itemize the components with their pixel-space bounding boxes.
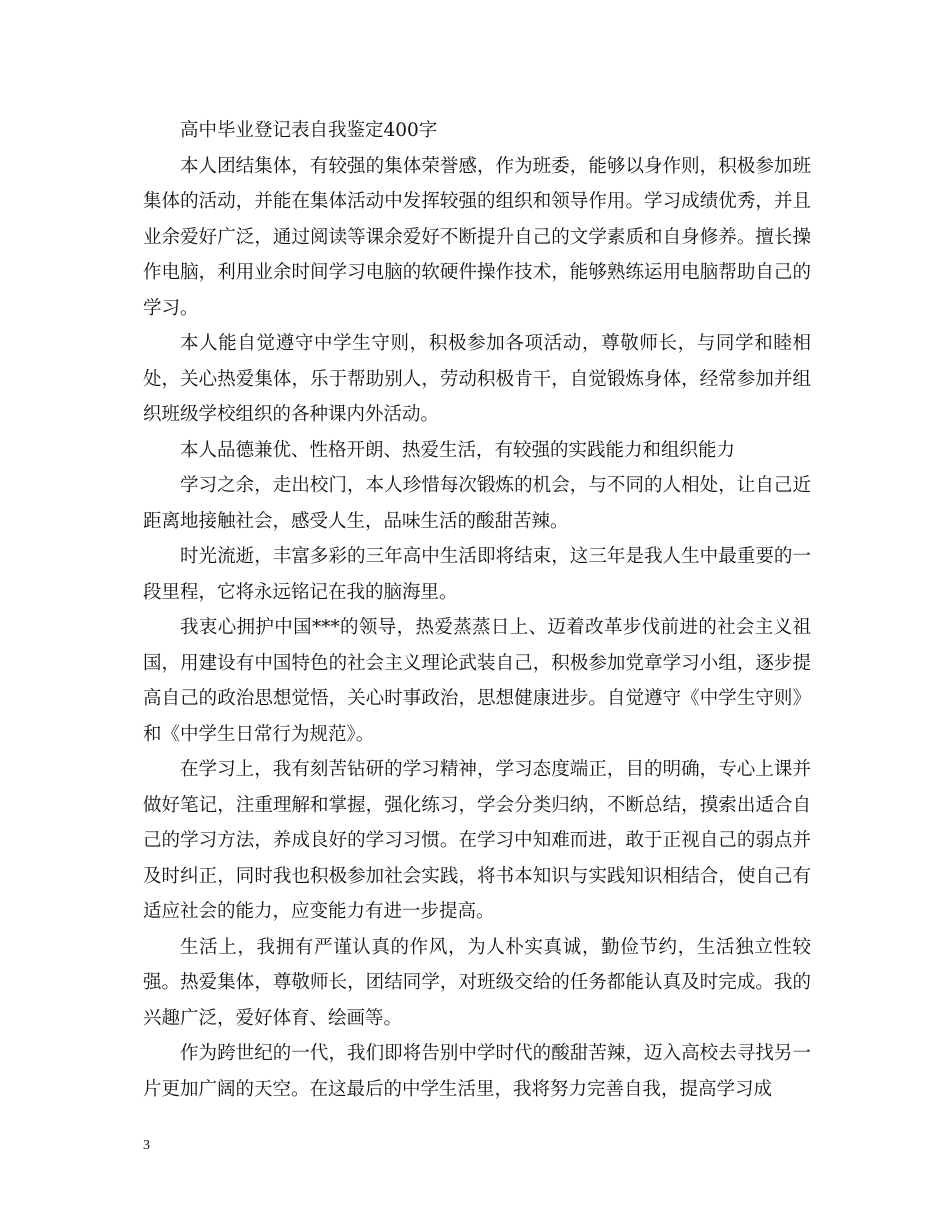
page-number: 3 (143, 1138, 150, 1153)
paragraph: 学习之余，走出校门，本人珍惜每次锻炼的机会，与不同的人相处，让自己近距离地接触社会，感受人生，品味生活的酸甜苦辣。 (143, 475, 811, 532)
document-title: 高中毕业登记表自我鉴定400字 (180, 120, 438, 141)
paragraph: 作为跨世纪的一代，我们即将告别中学时代的酸甜苦辣，迈入高校去寻找另一片更加广阔的天空。在这最后的中学生活里，我将努力完善自我，提高学习成 (143, 1043, 811, 1100)
paragraph: 生活上，我拥有严谨认真的作风，为人朴实真诚，勤俭节约，生活独立性较强。热爱集体，尊敬师长，团结同学，对班级交给的任务都能认真及时完成。我的兴趣广泛，爱好体育、绘画等。 (143, 936, 811, 1029)
paragraph: 本人品德兼优、性格开朗、热爱生活，有较强的实践能力和组织能力 (180, 439, 736, 461)
paragraph: 在学习上，我有刻苦钻研的学习精神，学习态度端正，目的明确，专心上课并做好笔记，注重理解和掌握，强化练习，学会分类归纳，不断总结，摸索出适合自己的学习方法，养成良好的学习习惯。在学习中知难而进，敢于正视自己的弱点并及时纠正，同时我也积极参加社会实践，将书本知识与实践知识相结合，使自己有适应社会的能力，应变能力有进一步提高。 (143, 759, 811, 922)
paragraph: 时光流逝，丰富多彩的三年高中生活即将结束，这三年是我人生中最重要的一段里程，它将永远铭记在我的脑海里。 (143, 546, 811, 603)
paragraph: 我衷心拥护中国***的领导，热爱蒸蒸日上、迈着改革步伐前进的社会主义祖国，用建设有中国特色的社会主义理论武装自己，积极参加党章学习小组，逐步提高自己的政治思想觉悟，关心时事政治，思想健康进步。自觉遵守《中学生守则》和《中学生日常行为规范》。 (143, 617, 811, 745)
paragraph: 本人团结集体，有较强的集体荣誉感，作为班委，能够以身作则，积极参加班集体的活动，并能在集体活动中发挥较强的组织和领导作用。学习成绩优秀，并且业余爱好广泛，通过阅读等课余爱好不断提升自己的文学素质和自身修养。擅长操作电脑，利用业余时间学习电脑的软硬件操作技术，能够熟练运用电脑帮助自己的学习。 (143, 155, 811, 319)
paragraph: 本人能自觉遵守中学生守则，积极参加各项活动，尊敬师长，与同学和睦相处，关心热爱集体，乐于帮助别人，劳动积极肯干，自觉锻炼身体，经常参加并组织班级学校组织的各种课内外活动。 (143, 333, 811, 425)
document-body (143, 113, 811, 1107)
